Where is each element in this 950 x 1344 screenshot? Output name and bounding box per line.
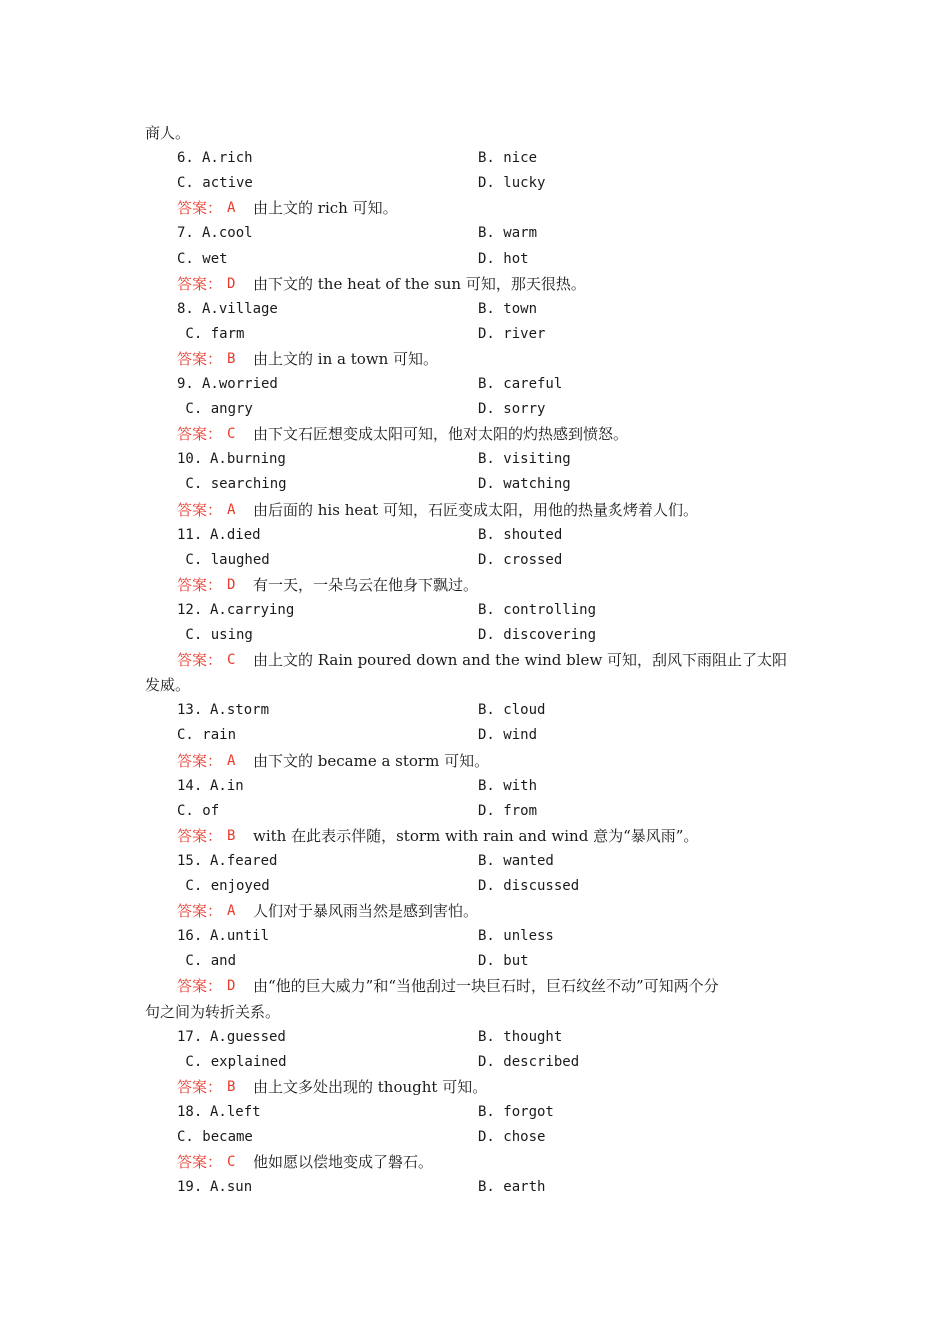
answer-letter: A [227, 501, 236, 518]
answer-letter: D [227, 275, 236, 292]
option-c: C. rain [177, 727, 237, 744]
option-b: B. unless [478, 928, 554, 945]
option-a: A.until [210, 928, 270, 945]
answer-letter: A [227, 903, 236, 920]
option-d: D. sorry [478, 401, 546, 418]
option-d: D. hot [478, 250, 529, 267]
option-a: A.feared [210, 852, 278, 869]
answer-label: 答案： [177, 1077, 223, 1096]
answer-explanation: 他如愿以偿地变成了磐石。 [253, 1153, 434, 1172]
option-a: A.cool [202, 225, 253, 242]
option-c: C. angry [177, 401, 253, 418]
option-b: B. shouted [478, 526, 563, 543]
question-number: 11. [177, 526, 203, 543]
question-number: 18. [177, 1103, 203, 1120]
option-a: A.worried [202, 376, 278, 392]
question-number: 6. [177, 150, 194, 167]
option-d: D. wind [478, 727, 538, 744]
option-b: B. warm [478, 225, 538, 242]
answer-label: 答案： [177, 425, 223, 444]
option-a: A.left [210, 1103, 261, 1120]
option-c: C. laughed [177, 551, 270, 568]
question-number: 8. [177, 300, 194, 317]
answer-letter: D [227, 978, 236, 995]
option-c: C. became [177, 1129, 253, 1145]
option-c: C. of [177, 802, 220, 819]
answer-label: 答案： [177, 651, 223, 670]
answer-label: 答案： [177, 349, 223, 368]
answer-letter: C [227, 426, 236, 443]
option-b: B. nice [478, 150, 538, 167]
option-b: B. wanted [478, 852, 554, 869]
answer-label: 答案： [177, 902, 223, 921]
answer-label: 答案： [177, 751, 223, 770]
option-a: A.guessed [210, 1028, 286, 1045]
option-d: D. river [478, 325, 546, 342]
answer-letter: B [227, 350, 236, 367]
answer-explanation: 由下文石匠想变成太阳可知，他对太阳的灼热感到愤怒。 [253, 425, 629, 444]
option-c: C. searching [177, 476, 287, 493]
answer-label: 答案： [177, 826, 223, 845]
option-a: A.carrying [210, 601, 295, 618]
answer-explanation: 由下文的 became a storm 可知。 [253, 751, 490, 770]
option-c: C. active [177, 175, 253, 192]
option-a: A.village [202, 300, 278, 317]
option-a: A.sun [210, 1179, 253, 1196]
answer-explanation: 由“他的巨大威力”和“当他刮过一块巨石时，巨石纹丝不动”可知两个分 [253, 977, 719, 996]
answer-explanation: 由上文多处出现的 thought 可知。 [253, 1077, 488, 1096]
answer-letter: A [227, 752, 236, 769]
answer-explanation: 有一天，一朵乌云在他身下飘过。 [253, 575, 479, 594]
option-d: D. but [478, 953, 529, 970]
option-b: B. controlling [478, 601, 597, 618]
question-number: 14. [177, 777, 203, 794]
answer-letter: C [227, 1154, 236, 1171]
answer-label: 答案： [177, 1153, 223, 1172]
answer-letter: C [227, 652, 236, 669]
answer-explanation: 由下文的 the heat of the sun 可知，那天很热。 [253, 274, 586, 293]
answer-letter: B [227, 1078, 236, 1095]
question-number: 13. [177, 702, 203, 719]
answer-label: 答案： [177, 977, 223, 996]
question-number: 17. [177, 1028, 203, 1045]
option-b: B. forgot [478, 1103, 554, 1120]
option-d: D. lucky [478, 175, 546, 192]
option-d: D. described [478, 1053, 580, 1070]
option-d: D. discussed [478, 878, 580, 894]
option-b: B. cloud [478, 702, 546, 719]
option-c: C. farm [177, 325, 245, 342]
answer-label: 答案： [177, 199, 223, 218]
option-c: C. using [177, 627, 253, 643]
question-number: 16. [177, 928, 203, 945]
option-a: A.in [210, 777, 244, 794]
option-b: B. earth [478, 1179, 546, 1196]
answer-letter: D [227, 576, 236, 593]
option-d: D. watching [478, 476, 571, 493]
option-c: C. explained [177, 1053, 287, 1070]
answer-label: 答案： [177, 575, 223, 594]
option-c: C. and [177, 953, 237, 970]
answer-letter: B [227, 827, 236, 844]
option-b: B. careful [478, 376, 563, 392]
lead-text: 商人。 [145, 124, 191, 142]
question-number: 9. [177, 376, 194, 392]
question-number: 15. [177, 852, 203, 869]
answer-label: 答案： [177, 274, 223, 293]
option-a: A.rich [202, 150, 253, 167]
answer-explanation: 由上文的 in a town 可知。 [253, 349, 439, 368]
answer-label: 答案： [177, 500, 223, 519]
answer-explanation-cont: 发威。 [145, 676, 191, 695]
option-b: B. with [478, 777, 538, 794]
question-number: 10. [177, 451, 203, 468]
option-d: D. crossed [478, 551, 563, 568]
answer-explanation: 由后面的 his heat 可知，石匠变成太阳，用他的热量炙烤着人们。 [253, 500, 698, 519]
option-d: D. chose [478, 1129, 546, 1145]
option-b: B. town [478, 300, 538, 317]
question-number: 12. [177, 601, 203, 618]
answer-explanation: 由上文的 Rain poured down and the wind blew 可知，刮风下雨阻止了太阳 [253, 651, 788, 670]
option-a: A.died [210, 526, 261, 543]
question-number: 19. [177, 1179, 203, 1196]
option-c: C. enjoyed [177, 878, 270, 894]
option-b: B. visiting [478, 451, 571, 468]
option-d: D. from [478, 802, 538, 819]
answer-explanation: 由上文的 rich 可知。 [253, 199, 398, 218]
answer-explanation: 人们对于暴风雨当然是感到害怕。 [253, 902, 479, 921]
option-b: B. thought [478, 1028, 563, 1045]
option-d: D. discovering [478, 627, 597, 643]
question-number: 7. [177, 225, 194, 242]
answer-explanation-cont: 句之间为转折关系。 [145, 1002, 281, 1021]
option-c: C. wet [177, 250, 228, 267]
option-a: A.burning [210, 451, 286, 468]
answer-explanation: with 在此表示伴随，storm with rain and wind 意为“暴风雨”。 [253, 826, 699, 845]
option-a: A.storm [210, 702, 270, 719]
answer-letter: A [227, 200, 236, 217]
